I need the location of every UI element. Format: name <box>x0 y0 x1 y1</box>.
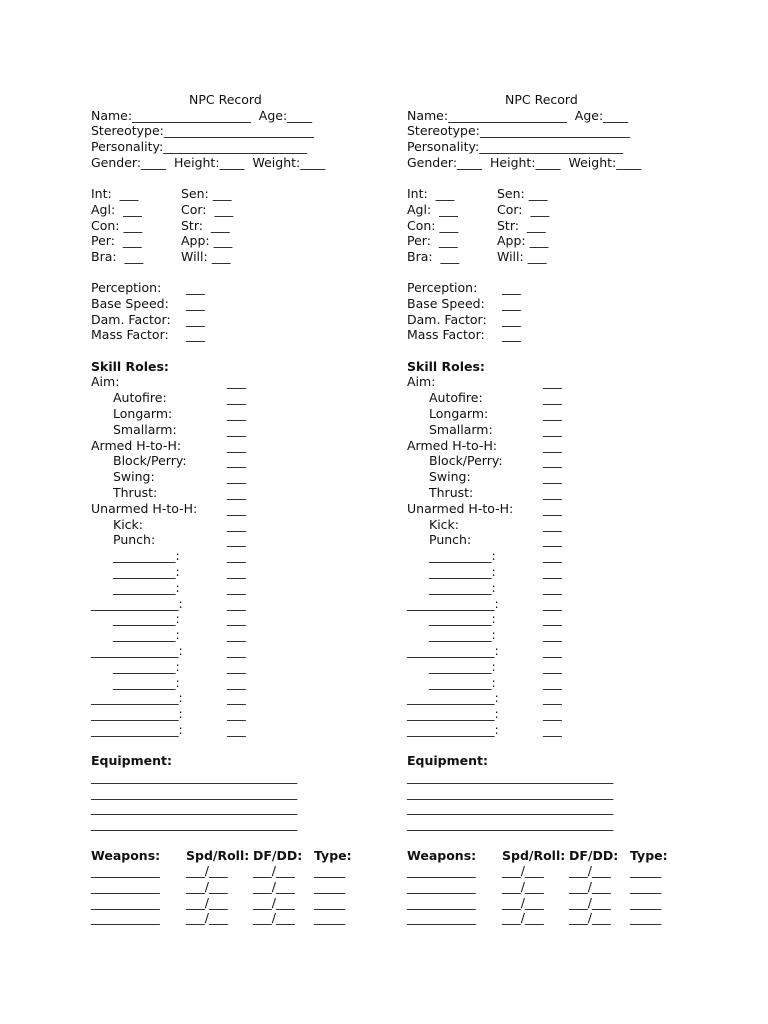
attribute-field[interactable]: Int: ___ <box>91 186 139 202</box>
skill-name[interactable]: __________: <box>113 579 180 595</box>
skill-row <box>407 406 707 422</box>
weapon-field[interactable]: ___/___ <box>502 894 544 910</box>
derived-stat-row <box>407 327 707 343</box>
derived-stat-blank[interactable]: ___ <box>502 311 521 327</box>
personality-field[interactable]: Personality:_______________________ <box>407 139 623 155</box>
skill-name[interactable]: ______________: <box>91 595 183 611</box>
skill-blank[interactable]: ___ <box>543 690 562 706</box>
skill-blank[interactable]: ___ <box>227 405 246 421</box>
skill-blank[interactable]: ___ <box>543 658 562 674</box>
skill-row <box>91 406 391 422</box>
skill-name: Block/Perry: <box>429 453 503 469</box>
weapons-column-header: Weapons: <box>407 847 477 863</box>
weapon-field[interactable]: ___/___ <box>502 863 544 879</box>
weapon-row <box>407 879 707 895</box>
attribute-field[interactable]: App: ___ <box>181 233 233 249</box>
weapon-field[interactable]: ___/___ <box>569 910 611 926</box>
skill-name[interactable]: ______________: <box>407 595 499 611</box>
attribute-field[interactable]: Bra: ___ <box>407 248 460 264</box>
skill-row <box>91 453 391 469</box>
skill-roles-heading: Skill Roles: <box>91 358 169 374</box>
name-age-field[interactable]: Name:___________________ Age:____ <box>91 107 313 123</box>
skill-row <box>407 469 707 485</box>
skill-row <box>407 438 707 454</box>
skill-name: Aim: <box>407 374 436 390</box>
weapon-field[interactable]: _____ <box>630 894 662 910</box>
skill-row <box>407 485 707 501</box>
weapon-field[interactable]: ___________ <box>91 894 160 910</box>
attribute-field[interactable]: Will: ___ <box>497 248 547 264</box>
skill-name: Thrust: <box>429 484 474 500</box>
weapon-field[interactable]: ___________ <box>407 910 476 926</box>
attribute-row <box>91 186 391 202</box>
record-title: NPC Record <box>505 92 578 107</box>
skill-name: Autofire: <box>113 390 167 406</box>
weapons-header <box>91 848 391 864</box>
spacer <box>91 832 391 848</box>
skill-row <box>91 580 391 596</box>
attribute-field[interactable]: Agl: ___ <box>407 201 458 217</box>
skill-row <box>91 690 391 706</box>
equipment-line[interactable]: _________________________________ <box>407 816 614 832</box>
skill-row <box>407 532 707 548</box>
attribute-row <box>91 249 391 265</box>
skill-row <box>407 675 707 691</box>
skill-name[interactable]: __________: <box>113 674 180 690</box>
skill-blank[interactable]: ___ <box>227 690 246 706</box>
skill-name: Smallarm: <box>113 421 177 437</box>
derived-stat-row <box>407 296 707 312</box>
skill-row <box>91 517 391 533</box>
derived-stat-blank[interactable]: ___ <box>186 295 205 311</box>
skill-row <box>91 675 391 691</box>
weapon-field[interactable]: _____ <box>314 878 346 894</box>
weapon-field[interactable]: _____ <box>630 910 662 926</box>
skill-name[interactable]: __________: <box>113 563 180 579</box>
skill-row <box>407 453 707 469</box>
skill-blank[interactable]: ___ <box>227 390 246 406</box>
skill-row <box>91 564 391 580</box>
weapon-field[interactable]: ___________ <box>91 863 160 879</box>
gender-height-weight-field[interactable]: Gender:____ Height:____ Weight:____ <box>407 154 642 170</box>
weapons-column-header: Spd/Roll: <box>502 847 566 863</box>
skill-name: Swing: <box>429 469 471 485</box>
stereotype-field[interactable]: Stereotype:________________________ <box>407 123 630 139</box>
skill-name[interactable]: __________: <box>429 579 496 595</box>
derived-stat-label: Mass Factor: <box>407 327 485 343</box>
skill-row <box>407 548 707 564</box>
derived-stat-label: Base Speed: <box>407 295 485 311</box>
skill-blank[interactable]: ___ <box>543 469 562 485</box>
skill-name[interactable]: ______________: <box>91 690 183 706</box>
attribute-row <box>407 233 707 249</box>
spacer <box>407 738 707 754</box>
spacer <box>91 343 391 359</box>
skill-blank[interactable]: ___ <box>227 437 246 453</box>
derived-stat-blank[interactable]: ___ <box>186 311 205 327</box>
derived-stat-label: Mass Factor: <box>91 327 169 343</box>
skill-name: Aim: <box>91 374 120 390</box>
skill-blank[interactable]: ___ <box>543 374 562 390</box>
skill-name[interactable]: __________: <box>113 658 180 674</box>
skill-name: Autofire: <box>429 390 483 406</box>
attribute-row <box>407 186 707 202</box>
weapon-row <box>91 895 391 911</box>
skill-name: Longarm: <box>113 405 173 421</box>
attribute-field[interactable]: Int: ___ <box>407 186 455 202</box>
skill-row <box>91 722 391 738</box>
skill-blank[interactable]: ___ <box>227 469 246 485</box>
attribute-row <box>91 202 391 218</box>
skill-name: Unarmed H-to-H: <box>91 500 198 516</box>
skill-name[interactable]: __________: <box>429 627 496 643</box>
skill-blank[interactable]: ___ <box>227 642 246 658</box>
attribute-field[interactable]: Cor: ___ <box>497 201 550 217</box>
skill-blank[interactable]: ___ <box>227 706 246 722</box>
skill-row <box>407 517 707 533</box>
skill-blank[interactable]: ___ <box>543 453 562 469</box>
equipment-line[interactable]: _________________________________ <box>407 784 614 800</box>
weapon-field[interactable]: ___/___ <box>253 894 295 910</box>
weapon-field[interactable]: ___/___ <box>186 863 228 879</box>
skill-name[interactable]: __________: <box>429 611 496 627</box>
skill-row <box>407 611 707 627</box>
skill-name: Unarmed H-to-H: <box>407 500 514 516</box>
attribute-field[interactable]: Sen: ___ <box>181 186 232 202</box>
skill-row <box>91 390 391 406</box>
skill-blank[interactable]: ___ <box>543 437 562 453</box>
skill-name: Smallarm: <box>429 421 493 437</box>
skill-blank[interactable]: ___ <box>227 516 246 532</box>
spacer <box>407 265 707 281</box>
spacer <box>407 832 707 848</box>
skill-name: Punch: <box>113 532 156 548</box>
weapon-row <box>407 863 707 879</box>
skill-row <box>407 596 707 612</box>
skill-name[interactable]: ______________: <box>91 721 183 737</box>
weapon-row <box>407 895 707 911</box>
skill-row <box>91 501 391 517</box>
derived-stat-row <box>91 327 391 343</box>
derived-stat-label: Dam. Factor: <box>91 311 171 327</box>
attribute-field[interactable]: Will: ___ <box>181 248 231 264</box>
derived-stat-blank[interactable]: ___ <box>186 327 205 343</box>
weapons-column-header: DF/DD: <box>569 847 619 863</box>
skill-name[interactable]: __________: <box>113 627 180 643</box>
weapon-field[interactable]: _____ <box>630 863 662 879</box>
equipment-line[interactable]: _________________________________ <box>91 816 298 832</box>
skill-row <box>91 374 391 390</box>
equipment-line[interactable]: _________________________________ <box>91 784 298 800</box>
equipment-line[interactable]: _________________________________ <box>407 769 614 785</box>
skill-blank[interactable]: ___ <box>227 421 246 437</box>
weapon-field[interactable]: ___________ <box>407 894 476 910</box>
attribute-field[interactable]: Con: ___ <box>407 217 459 233</box>
weapons-header <box>407 848 707 864</box>
weapon-row <box>91 910 391 926</box>
skill-row <box>91 422 391 438</box>
skill-blank[interactable]: ___ <box>227 548 246 564</box>
skill-blank[interactable]: ___ <box>543 532 562 548</box>
equipment-heading: Equipment: <box>91 753 172 769</box>
skill-row <box>407 627 707 643</box>
weapon-field[interactable]: _____ <box>314 910 346 926</box>
skill-blank[interactable]: ___ <box>227 721 246 737</box>
derived-stat-row <box>91 312 391 328</box>
skill-row <box>91 611 391 627</box>
weapon-row <box>91 879 391 895</box>
skill-blank[interactable]: ___ <box>543 548 562 564</box>
spacer <box>91 738 391 754</box>
attribute-row <box>407 202 707 218</box>
weapons-column-header: Type: <box>314 847 352 863</box>
skill-name: Block/Perry: <box>113 453 187 469</box>
spacer <box>407 170 707 186</box>
skill-row <box>407 390 707 406</box>
attribute-field[interactable]: Cor: ___ <box>181 201 234 217</box>
skill-row <box>91 469 391 485</box>
skill-name: Punch: <box>429 532 472 548</box>
skill-blank[interactable]: ___ <box>227 579 246 595</box>
skill-row <box>91 485 391 501</box>
weapons-column-header: DF/DD: <box>253 847 303 863</box>
spacer <box>91 265 391 281</box>
attribute-field[interactable]: App: ___ <box>497 233 549 249</box>
weapon-field[interactable]: ___/___ <box>502 878 544 894</box>
skill-name[interactable]: ______________: <box>407 642 499 658</box>
skill-row <box>407 422 707 438</box>
weapons-column-header: Spd/Roll: <box>186 847 250 863</box>
attribute-field[interactable]: Con: ___ <box>91 217 143 233</box>
skill-row <box>407 659 707 675</box>
skill-blank[interactable]: ___ <box>543 421 562 437</box>
skill-name: Armed H-to-H: <box>407 437 498 453</box>
stereotype-field[interactable]: Stereotype:________________________ <box>91 123 314 139</box>
skill-row <box>91 532 391 548</box>
skill-blank[interactable]: ___ <box>543 500 562 516</box>
skill-name: Thrust: <box>113 484 158 500</box>
skill-blank[interactable]: ___ <box>227 532 246 548</box>
derived-stat-row <box>407 312 707 328</box>
attribute-field[interactable]: Per: ___ <box>407 233 458 249</box>
attribute-field[interactable]: Agl: ___ <box>91 201 142 217</box>
name-age-field[interactable]: Name:___________________ Age:____ <box>407 107 629 123</box>
attribute-row <box>91 218 391 234</box>
equipment-line[interactable]: _________________________________ <box>91 800 298 816</box>
weapon-field[interactable]: ___/___ <box>253 910 295 926</box>
skill-blank[interactable]: ___ <box>227 595 246 611</box>
weapon-field[interactable]: ___/___ <box>186 894 228 910</box>
skill-row <box>91 438 391 454</box>
attribute-field[interactable]: Str: ___ <box>497 217 546 233</box>
weapon-field[interactable]: ___/___ <box>253 878 295 894</box>
weapon-field[interactable]: ___________ <box>91 878 160 894</box>
skill-blank[interactable]: ___ <box>227 453 246 469</box>
weapon-row <box>91 863 391 879</box>
skill-name[interactable]: __________: <box>113 548 180 564</box>
weapon-field[interactable]: ___/___ <box>253 863 295 879</box>
derived-stat-label: Base Speed: <box>91 295 169 311</box>
weapon-field[interactable]: ___/___ <box>502 910 544 926</box>
skill-row <box>407 580 707 596</box>
skill-name: Kick: <box>429 516 459 532</box>
attribute-field[interactable]: Per: ___ <box>91 233 142 249</box>
weapon-field[interactable]: ___/___ <box>569 863 611 879</box>
skill-name[interactable]: ______________: <box>407 690 499 706</box>
weapon-field[interactable]: ___/___ <box>186 910 228 926</box>
equipment-line[interactable]: _________________________________ <box>91 769 298 785</box>
skill-blank[interactable]: ___ <box>543 595 562 611</box>
derived-stat-row <box>407 280 707 296</box>
skill-blank[interactable]: ___ <box>227 563 246 579</box>
weapon-field[interactable]: ___/___ <box>569 894 611 910</box>
skill-blank[interactable]: ___ <box>227 374 246 390</box>
attribute-row <box>407 249 707 265</box>
skill-name: Armed H-to-H: <box>91 437 182 453</box>
derived-stat-blank[interactable]: ___ <box>502 280 521 296</box>
skill-row <box>407 690 707 706</box>
skill-row <box>407 374 707 390</box>
derived-stat-label: Perception: <box>407 280 478 296</box>
attribute-row <box>407 218 707 234</box>
weapon-field[interactable]: _____ <box>630 878 662 894</box>
skill-blank[interactable]: ___ <box>227 674 246 690</box>
skill-row <box>407 643 707 659</box>
skill-row <box>407 501 707 517</box>
skill-name[interactable]: __________: <box>429 658 496 674</box>
derived-stat-label: Dam. Factor: <box>407 311 487 327</box>
weapons-column-header: Weapons: <box>91 847 161 863</box>
skill-name[interactable]: ______________: <box>91 706 183 722</box>
skill-blank[interactable]: ___ <box>543 579 562 595</box>
skill-blank[interactable]: ___ <box>227 611 246 627</box>
skill-name[interactable]: ______________: <box>407 721 499 737</box>
skill-blank[interactable]: ___ <box>227 658 246 674</box>
attribute-field[interactable]: Sen: ___ <box>497 186 548 202</box>
npc-record-left <box>91 92 391 926</box>
skill-blank[interactable]: ___ <box>227 627 246 643</box>
skill-row <box>91 627 391 643</box>
equipment-line[interactable]: _________________________________ <box>407 800 614 816</box>
skill-blank[interactable]: ___ <box>543 611 562 627</box>
weapon-field[interactable]: ___________ <box>91 910 160 926</box>
skill-blank[interactable]: ___ <box>543 516 562 532</box>
skill-name: Kick: <box>113 516 143 532</box>
skill-blank[interactable]: ___ <box>543 405 562 421</box>
skill-row <box>91 596 391 612</box>
weapons-column-header: Type: <box>630 847 668 863</box>
skill-blank[interactable]: ___ <box>543 721 562 737</box>
attribute-row <box>91 233 391 249</box>
skill-name: Swing: <box>113 469 155 485</box>
weapon-field[interactable]: _____ <box>314 894 346 910</box>
derived-stat-row <box>91 280 391 296</box>
skill-name: Longarm: <box>429 405 489 421</box>
spacer <box>407 343 707 359</box>
skill-blank[interactable]: ___ <box>543 484 562 500</box>
skill-name[interactable]: __________: <box>429 674 496 690</box>
skill-blank[interactable]: ___ <box>543 642 562 658</box>
skill-row <box>91 659 391 675</box>
attribute-field[interactable]: Str: ___ <box>181 217 230 233</box>
weapon-field[interactable]: ___/___ <box>186 878 228 894</box>
skill-blank[interactable]: ___ <box>227 500 246 516</box>
personality-field[interactable]: Personality:_______________________ <box>91 139 307 155</box>
skill-name[interactable]: __________: <box>429 563 496 579</box>
record-title: NPC Record <box>189 92 262 107</box>
skill-blank[interactable]: ___ <box>227 484 246 500</box>
weapon-field[interactable]: _____ <box>314 863 346 879</box>
skill-blank[interactable]: ___ <box>543 627 562 643</box>
skill-row <box>91 548 391 564</box>
skill-blank[interactable]: ___ <box>543 563 562 579</box>
gender-height-weight-field[interactable]: Gender:____ Height:____ Weight:____ <box>91 154 326 170</box>
skill-row <box>91 706 391 722</box>
skill-blank[interactable]: ___ <box>543 706 562 722</box>
skill-blank[interactable]: ___ <box>543 674 562 690</box>
derived-stat-label: Perception: <box>91 280 162 296</box>
weapon-field[interactable]: ___________ <box>407 863 476 879</box>
weapon-row <box>407 910 707 926</box>
skill-blank[interactable]: ___ <box>543 390 562 406</box>
skill-row <box>407 722 707 738</box>
skill-roles-heading: Skill Roles: <box>407 358 485 374</box>
weapon-field[interactable]: ___/___ <box>569 878 611 894</box>
attribute-field[interactable]: Bra: ___ <box>91 248 144 264</box>
weapon-field[interactable]: ___________ <box>407 878 476 894</box>
skill-name[interactable]: __________: <box>113 611 180 627</box>
skill-name[interactable]: ______________: <box>407 706 499 722</box>
spacer <box>91 170 391 186</box>
skill-name[interactable]: ______________: <box>91 642 183 658</box>
skill-row <box>407 564 707 580</box>
skill-row <box>407 706 707 722</box>
equipment-heading: Equipment: <box>407 753 488 769</box>
derived-stat-blank[interactable]: ___ <box>502 295 521 311</box>
npc-record-right <box>407 92 707 926</box>
derived-stat-blank[interactable]: ___ <box>502 327 521 343</box>
derived-stat-row <box>91 296 391 312</box>
skill-name[interactable]: __________: <box>429 548 496 564</box>
derived-stat-blank[interactable]: ___ <box>186 280 205 296</box>
skill-row <box>91 643 391 659</box>
